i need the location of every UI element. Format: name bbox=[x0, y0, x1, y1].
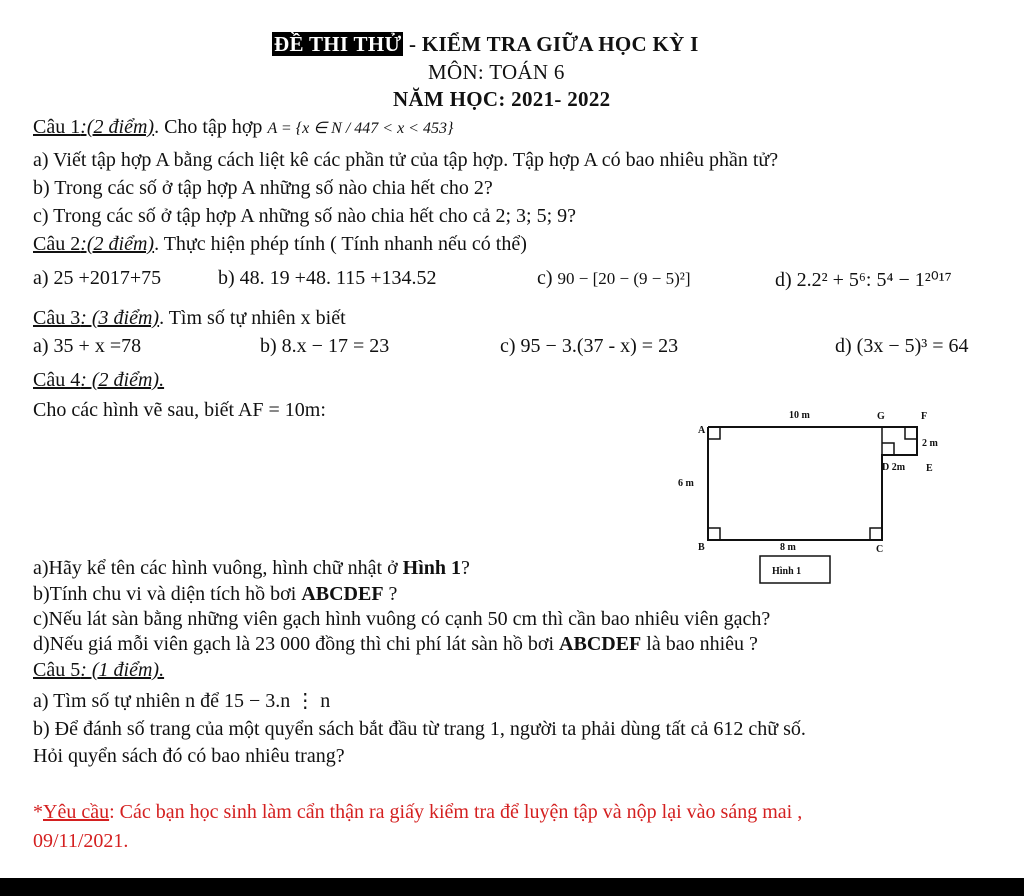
q4-b-bold: ABCDEF bbox=[301, 583, 384, 605]
q2-d: d) 2.2² + 5⁶: 5⁴ − 1²⁰¹⁷ bbox=[775, 269, 952, 291]
figure-caption: Hình 1 bbox=[772, 566, 802, 577]
q5-heading bbox=[33, 659, 164, 682]
q3-points: : (3 điểm) bbox=[80, 307, 160, 329]
q2-c bbox=[537, 267, 691, 290]
q4-a-bold: Hình 1 bbox=[402, 557, 461, 579]
q3-label: Câu 3 bbox=[33, 307, 81, 329]
label-c: C bbox=[876, 544, 884, 555]
q2-heading bbox=[33, 233, 527, 256]
pool-figure bbox=[672, 405, 962, 587]
q4-points: : (2 điểm). bbox=[80, 369, 165, 391]
q4-a-text: a)Hãy kể tên các hình vuông, hình chữ nhật ở bbox=[33, 557, 403, 579]
q4-b-text: b)Tính chu vi và diện tích hồ bơi bbox=[33, 583, 302, 605]
q4-d bbox=[33, 633, 758, 656]
label-b: B bbox=[698, 542, 705, 553]
note-date: 09/11/2021. bbox=[33, 830, 129, 852]
q3-a: a) 35 + x =78 bbox=[33, 335, 142, 357]
angle-mark-a bbox=[708, 427, 720, 439]
q1-set: A = {x ∈ N / 447 < x < 453} bbox=[267, 120, 454, 137]
q4-label: Câu 4 bbox=[33, 369, 81, 391]
q1-a: a) Viết tập hợp A bằng cách liệt kê các phần tử của tập hợp. Tập hợp A có bao nhiêu phần tử? bbox=[33, 149, 779, 171]
label-top-length: 10 m bbox=[789, 410, 810, 421]
label-left-length: 6 m bbox=[678, 478, 694, 489]
q4-a bbox=[33, 557, 470, 580]
note-label: Yêu cầu bbox=[43, 801, 110, 823]
pool-outline bbox=[708, 427, 917, 540]
q5-points: : (1 điểm). bbox=[80, 659, 165, 681]
q3-d: d) (3x − 5)³ = 64 bbox=[835, 335, 969, 357]
q3-c: c) 95 − 3.(37 - x) = 23 bbox=[500, 335, 679, 357]
exam-tag: ĐỀ THI THỬ bbox=[274, 32, 402, 56]
q1-text: . Cho tập hợp bbox=[154, 116, 268, 138]
q1-heading bbox=[33, 116, 453, 139]
q3-b: b) 8.x − 17 = 23 bbox=[260, 335, 390, 357]
exam-title-rest: - KIỂM TRA GIỮA HỌC KỲ I bbox=[403, 32, 699, 56]
angle-mark-f bbox=[905, 427, 917, 439]
exam-year: NĂM HỌC: 2021- 2022 bbox=[393, 87, 611, 111]
q2-points: :(2 điểm) bbox=[80, 233, 155, 255]
q2-c-expr: 90 − [20 − (9 − 5)²] bbox=[557, 269, 691, 288]
bottom-border bbox=[0, 878, 1024, 896]
label-f: F bbox=[921, 411, 928, 422]
note-star: * bbox=[33, 801, 43, 823]
label-bottom-length: 8 m bbox=[780, 542, 796, 553]
q3-text: . Tìm số tự nhiên x biết bbox=[159, 307, 346, 329]
q2-a: a) 25 +2017+75 bbox=[33, 267, 162, 289]
q2-b: b) 48. 19 +48. 115 +134.52 bbox=[218, 267, 437, 289]
note-text: : Các bạn học sinh làm cẩn thận ra giấy kiểm tra để luyện tập và nộp lại vào sáng mai , bbox=[109, 801, 803, 823]
label-right-length: 2 m bbox=[922, 438, 938, 449]
label-e: E bbox=[926, 463, 933, 474]
angle-mark-b bbox=[708, 528, 720, 540]
q4-d-end: là bao nhiêu ? bbox=[641, 633, 758, 655]
q3-heading bbox=[33, 307, 346, 330]
q4-c: c)Nếu lát sàn bằng những viên gạch hình vuông có cạnh 50 cm thì cần bao nhiêu viên gạch? bbox=[33, 608, 771, 630]
q4-b-end: ? bbox=[383, 583, 398, 605]
label-g: G bbox=[877, 411, 885, 422]
q2-label: Câu 2 bbox=[33, 233, 81, 255]
label-a: A bbox=[698, 425, 706, 436]
requirement-note bbox=[33, 801, 802, 824]
angle-mark-c bbox=[870, 528, 882, 540]
q1-label: Câu 1 bbox=[33, 116, 81, 138]
q4-heading bbox=[33, 369, 164, 392]
q5-a: a) Tìm số tự nhiên n để 15 − 3.n ⋮ n bbox=[33, 690, 331, 712]
q4-a-end: ? bbox=[461, 557, 470, 579]
q4-b bbox=[33, 583, 397, 606]
q4-d-bold: ABCDEF bbox=[559, 633, 642, 655]
q4-d-text: d)Nếu giá mỗi viên gạch là 23 000 đồng thì chi phí lát sàn hồ bơi bbox=[33, 633, 560, 655]
exam-title bbox=[272, 32, 699, 57]
q1-c: c) Trong các số ở tập hợp A những số nào chia hết cho cả 2; 3; 5; 9? bbox=[33, 205, 577, 227]
q2-text: . Thực hiện phép tính ( Tính nhanh nếu có thể) bbox=[154, 233, 527, 255]
angle-mark-d bbox=[882, 443, 894, 455]
q5-label: Câu 5 bbox=[33, 659, 81, 681]
exam-subject: MÔN: TOÁN 6 bbox=[428, 60, 565, 84]
label-inner: D 2m bbox=[882, 462, 906, 473]
q2-c-prefix: c) bbox=[537, 267, 553, 289]
q1-points: :(2 điểm) bbox=[80, 116, 155, 138]
q5-b2: Hỏi quyển sách đó có bao nhiêu trang? bbox=[33, 745, 345, 767]
q5-b: b) Để đánh số trang của một quyển sách bắt đầu từ trang 1, người ta phải dùng tất cả 612 chữ số. bbox=[33, 718, 806, 740]
q4-intro: Cho các hình vẽ sau, biết AF = 10m: bbox=[33, 399, 326, 421]
q1-b: b) Trong các số ở tập hợp A những số nào chia hết cho 2? bbox=[33, 177, 493, 199]
